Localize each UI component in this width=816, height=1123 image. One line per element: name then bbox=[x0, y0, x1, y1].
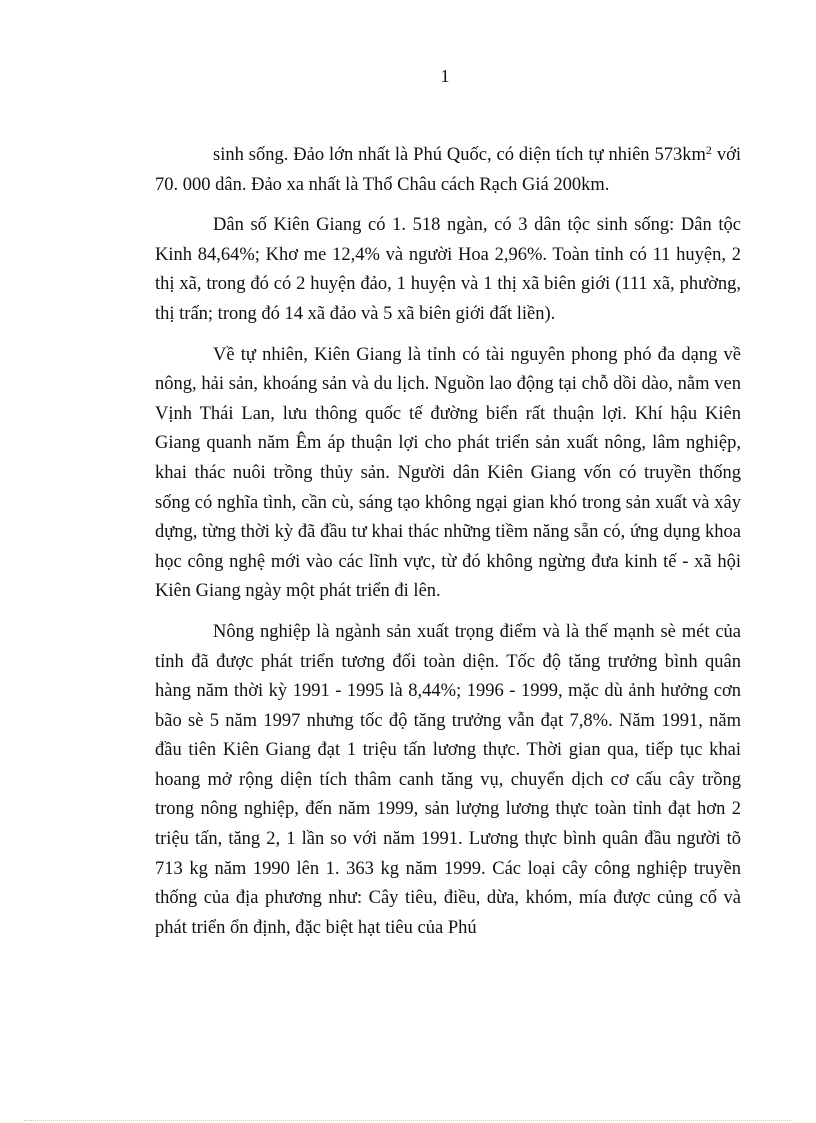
paragraph-continuation-part-a: sinh sống. Đảo lớn nhất là Phú Quốc, có diện tích tự nhiên 573km bbox=[213, 145, 706, 165]
paragraph-continuation-part-b: với 70. 000 dân. Đảo xa nhất là Thổ Châu cách Rạch Giá 200km. bbox=[155, 145, 741, 195]
paragraph-continuation bbox=[155, 141, 741, 200]
page-bottom-border bbox=[24, 1120, 792, 1121]
page-number: 1 bbox=[440, 66, 450, 86]
paragraph-agriculture: Nông nghiệp là ngành sản xuất trọng điểm và là thế mạnh sè mét của tỉnh đã được phát triển tương đối toàn diện. Tốc độ tăng trưởng bình quân hàng năm thời kỳ 1991 - 1995 là 8,44%; 1996 - 1999, mặc dù ảnh hưởng cơn bão sè 5 năm 1997 nhưng tốc độ tăng trưởng vẫn đạt 7,8%. Năm 1991, năm đầu tiên Kiên Giang đạt 1 triệu tấn lương thực. Thời gian qua, tiếp tục khai hoang mở rộng diện tích thâm canh tăng vụ, chuyển dịch cơ cấu cây trồng trong nông nghiệp, đến năm 1999, sản lượng lương thực toàn tỉnh đạt hơn 2 triệu tấn, tăng 2, 1 lần so với năm 1991. Lương thực bình quân đầu người tõ 713 kg năm 1990 lên 1. 363 kg năm 1999. Các loại cây công nghiệp truyền thống của địa phương như: Cây tiêu, điều, dừa, khóm, mía được củng cố và phát triển ổn định, đặc biệt hạt tiêu của Phú bbox=[155, 621, 741, 938]
body-text bbox=[155, 141, 741, 954]
paragraph-population: Dân số Kiên Giang có 1. 518 ngàn, có 3 dân tộc sinh sống: Dân tộc Kinh 84,64%; Khơ me 12,4% và người Hoa 2,96%. Toàn tỉnh có 11 huyện, 2 thị xã, trong đó có 2 huyện đảo, 1 huyện và 1 thị xã biên giới (111 xã, phường, thị trấn; trong đó 14 xã đảo và 5 xã biên giới đất liền). bbox=[155, 215, 741, 324]
superscript-two: 2 bbox=[705, 143, 712, 157]
paragraph-nature: Về tự nhiên, Kiên Giang là tỉnh có tài nguyên phong phó đa dạng về nông, hải sản, khoáng sản và du lịch. Nguồn lao động tại chỗ dồi dào, nằm ven Vịnh Thái Lan, lưu thông quốc tế đường biển rất thuận lợi. Khí hậu Kiên Giang quanh năm Êm áp thuận lợi cho phát triển sản xuất nông, lâm nghiệp, khai thác nuôi trồng thủy sản. Người dân Kiên Giang vốn có truyền thống sống có nghĩa tình, cần cù, sáng tạo không ngại gian khó trong sản xuất và xây dựng, từng thời kỳ đã đầu tư khai thác những tiềm năng sẵn có, ứng dụng khoa học công nghệ mới vào các lĩnh vực, từ đó không ngừng đưa kinh tế - xã hội Kiên Giang ngày một phát triển đi lên. bbox=[155, 344, 741, 602]
